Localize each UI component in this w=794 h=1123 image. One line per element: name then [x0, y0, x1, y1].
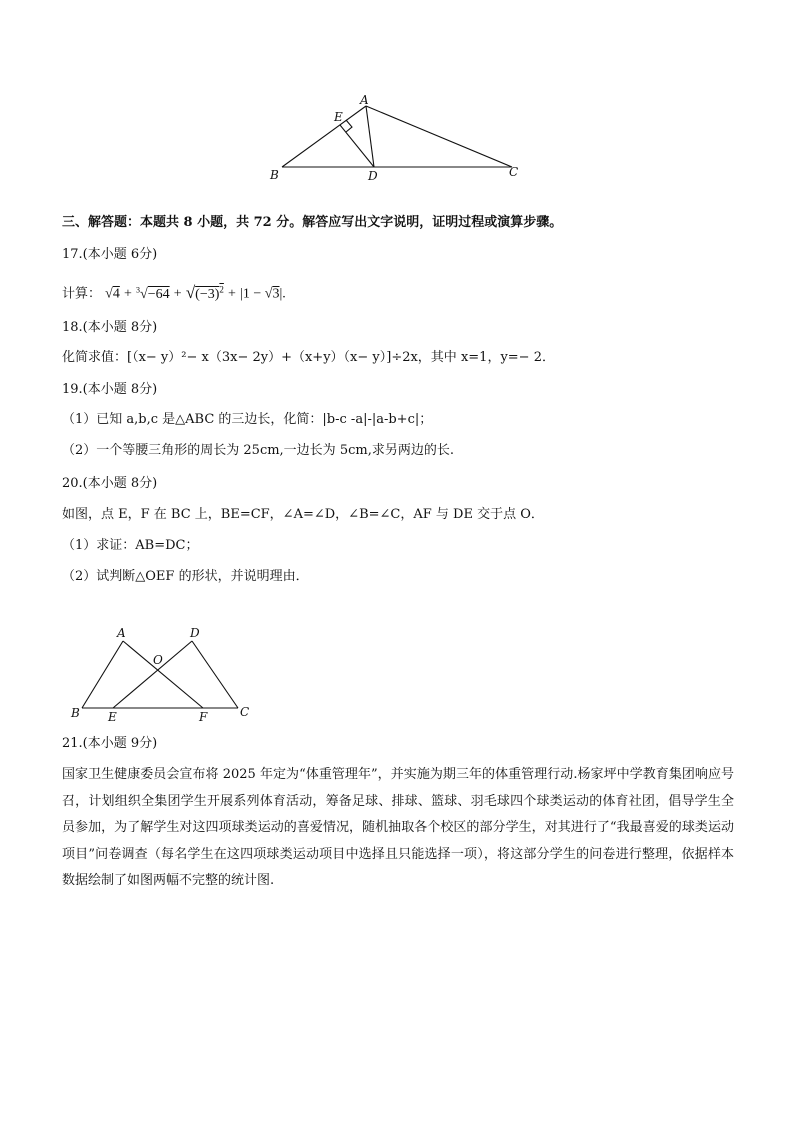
sqrt-neg3-squared: $√(-3)^2$	[185, 282, 224, 302]
label-c: C	[509, 165, 519, 179]
q17-prefix: 计算：	[62, 286, 102, 302]
fig2-label-f: F	[199, 710, 208, 724]
q20-stem: 如图，点 E，F 在 BC 上，BE=CF，∠A=∠D，∠B=∠C，AF 与 DE 交于点 O．	[62, 507, 544, 522]
label-b: B	[270, 168, 279, 182]
q20-part1: （1）求证：AB=DC；	[62, 538, 199, 553]
q20-part2: （2）试判断△OEF 的形状，并说明理由．	[62, 569, 309, 584]
fig2-label-o: O	[153, 653, 163, 667]
q20-title: 20.(本小题 8分)	[62, 476, 158, 491]
fig2-label-e: E	[108, 710, 117, 724]
q18-text: 化简求值：[（x− y）²− x（3x− 2y）+（x+y）（x− y）]÷2x，其中 x=1，y=− 2．	[62, 350, 555, 365]
q18-title: 18.(本小题 8分)	[62, 320, 158, 335]
fig2-label-d: D	[190, 626, 200, 640]
label-a: A	[360, 93, 369, 107]
label-e: E	[334, 110, 343, 124]
q21-title: 21.(本小题 9分)	[62, 736, 158, 751]
fig2-label-c: C	[240, 705, 250, 719]
fig2-label-a: A	[117, 626, 126, 640]
fig2-label-b: B	[71, 706, 80, 720]
q21-text: 国家卫生健康委员会宣布将 2025 年定为“体重管理年”，并实施为期三年的体重管理行动.杨家坪中学教育集团响应号召，计划组织全集团学生开展系列体育活动，筹备足球、排球、篮球、羽毛球四个球类运动的体育社团，倡导学生全员参加，为了解学生对这四项球类运动的喜爱情况，随机抽取各个校区的部分学生，对其进行了“我最喜爱的球类运动项目”问卷调查（每名学生在这四项球类运动项目中选择且只能选择一项），将这部分学生的问卷进行整理，依据样本数据绘制了如图两幅不完整的统计图.	[62, 767, 734, 888]
q19-part2: （2）一个等腰三角形的周长为 25cm,一边长为 5cm,求另两边的长.	[62, 443, 454, 458]
q19-part1: （1）已知 a,b,c 是△ABC 的三边长，化简：|b-c -a|-|a-b+c|；	[62, 412, 433, 427]
abs-1-minus-sqrt3: |1 − √3|	[240, 286, 283, 302]
sqrt-4: √4	[105, 286, 120, 302]
cbrt-neg-64: $^3$√−64	[136, 285, 170, 302]
q19-title: 19.(本小题 8分)	[62, 382, 158, 397]
label-d: D	[368, 169, 378, 183]
section-header: 三、解答题：本题共 8 小题，共 72 分。解答应写出文字说明，证明过程或演算步骤。	[62, 215, 563, 230]
q17-title: 17.(本小题 6分)	[62, 247, 158, 262]
q17-expression: 计算： $√4 + ^3√-64 + √(-3)^2 + |1 - √3|$.	[62, 282, 286, 302]
